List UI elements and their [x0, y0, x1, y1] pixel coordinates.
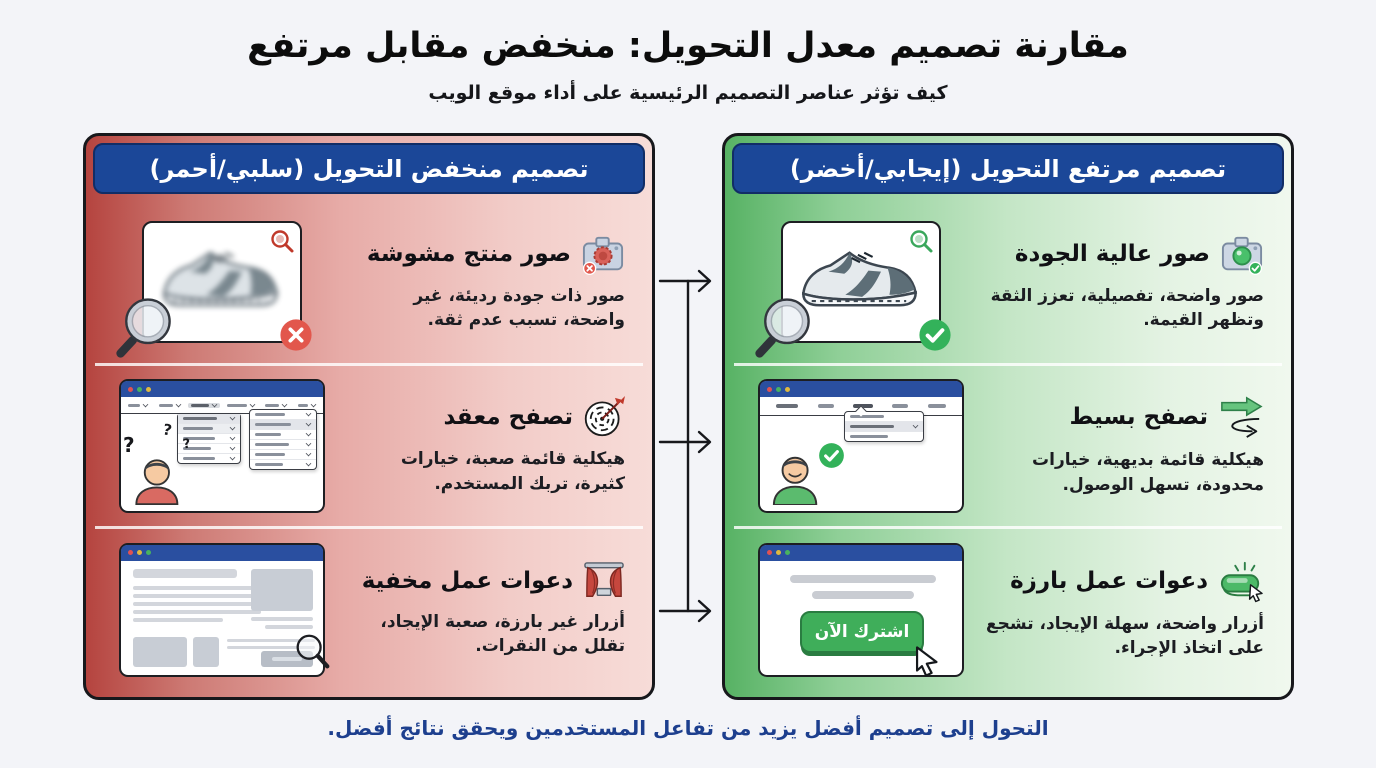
simple-dropdown-menu: [844, 411, 924, 442]
browser-titlebar: [121, 381, 323, 397]
row-copy: [982, 233, 1276, 332]
browser-mock-simple-nav: [758, 379, 964, 513]
browser-mock-complex-nav: [119, 379, 325, 513]
high-conversion-rows: [734, 202, 1282, 690]
row-copy: [343, 396, 637, 495]
complex-nav-illustration: [101, 379, 343, 513]
row-description: أزرار غير بارزة، صعبة الإيجاد، تقلل من النقرات.: [380, 612, 625, 657]
row-heading: صور عالية الجودة: [1014, 240, 1210, 267]
hidden-cta-illustration: [101, 543, 343, 677]
row-description: أزرار واضحة، سهلة الإيجاد، تشجع على اتخاذ الإجراء.: [986, 614, 1264, 659]
prominent-cta-illustration: [740, 543, 982, 677]
zoom-preview-icon-red: [269, 228, 295, 258]
simple-nav-illustration: [740, 379, 982, 513]
row-copy: [982, 559, 1276, 660]
row-heading: صور منتج مشوشة: [366, 240, 571, 267]
search-magnifier-icon: [291, 631, 333, 677]
row-complex-navigation: [95, 363, 643, 527]
row-heading: تصفح معقد: [443, 404, 573, 431]
row-copy: [343, 233, 637, 332]
product-card-mock: [142, 221, 302, 343]
quality-product-card-illustration: [740, 221, 982, 343]
high-conversion-panel-header: تصميم مرتفع التحويل (إيجابي/أخضر): [732, 143, 1284, 194]
low-conversion-panel: [83, 133, 655, 700]
row-description: هيكلية قائمة بديهية، خيارات محدودة، تسهل الوصول.: [1032, 450, 1264, 495]
quality-camera-icon: [1220, 233, 1264, 275]
row-heading: دعوات عمل مخفية: [361, 568, 573, 595]
blurry-product-card-illustration: [101, 221, 343, 343]
question-mark: ?: [181, 436, 192, 453]
cta-button-icon: [1218, 559, 1264, 603]
dropdown-menu-2: [249, 409, 317, 470]
row-heading: تصفح بسيط: [1069, 404, 1208, 431]
row-heading: دعوات عمل بارزة: [1010, 568, 1208, 595]
row-quality-product-images: [734, 202, 1282, 363]
blurry-camera-icon: [581, 233, 625, 275]
row-simple-navigation: [734, 363, 1282, 527]
low-conversion-rows: [95, 202, 643, 690]
footer-note: التحول إلى تصميم أفضل يزيد من تفاعل المستخدمين ويحقق نتائج أفضل.: [327, 716, 1049, 740]
zoom-preview-icon-green: [908, 228, 934, 258]
success-check-badge: [918, 318, 952, 356]
subscribe-now-button-mock: اشترك الآن: [800, 611, 924, 653]
cursor-pointer-icon: [912, 645, 944, 683]
row-copy: [343, 561, 637, 658]
row-description: هيكلية قائمة صعبة، خيارات كثيرة، تربك المستخدم.: [400, 449, 625, 494]
browser-titlebar: [121, 545, 323, 561]
question-mark: ?: [161, 420, 174, 440]
magnifier-icon: [753, 293, 819, 363]
product-card-mock: [781, 221, 941, 343]
row-hidden-ctas: [95, 526, 643, 690]
row-blurry-product-images: [95, 202, 643, 363]
browser-mock-prominent-cta: [758, 543, 964, 677]
curtain-icon: [583, 561, 625, 601]
row-description: صور ذات جودة رديئة، غير واضحة، تسبب عدم ثقة.: [413, 285, 625, 330]
browser-mock-hidden-cta: [119, 543, 325, 677]
browser-titlebar: [760, 545, 962, 561]
approval-check-icon: [818, 442, 845, 473]
question-mark: ?: [123, 433, 135, 457]
row-copy: [982, 395, 1276, 496]
page-subtitle: كيف تؤثر عناصر التصميم الرئيسية على أداء موقع الويب: [428, 82, 948, 104]
error-x-badge: [279, 318, 313, 356]
confused-user-illustration: [127, 453, 183, 509]
page-title: مقارنة تصميم معدل التحويل: منخفض مقابل مرتفع: [247, 26, 1129, 66]
magnifier-icon: [114, 293, 180, 363]
row-description: صور واضحة، تفصيلية، تعزز الثقة وتظهر القيمة.: [990, 285, 1264, 330]
simple-arrows-icon: [1218, 395, 1264, 439]
browser-titlebar: [760, 381, 962, 397]
row-prominent-ctas: [734, 526, 1282, 690]
maze-target-icon: [583, 396, 625, 438]
low-conversion-panel-header: تصميم منخفض التحويل (سلبي/أحمر): [93, 143, 645, 194]
transition-arrows: [648, 263, 728, 637]
high-conversion-panel: [722, 133, 1294, 700]
